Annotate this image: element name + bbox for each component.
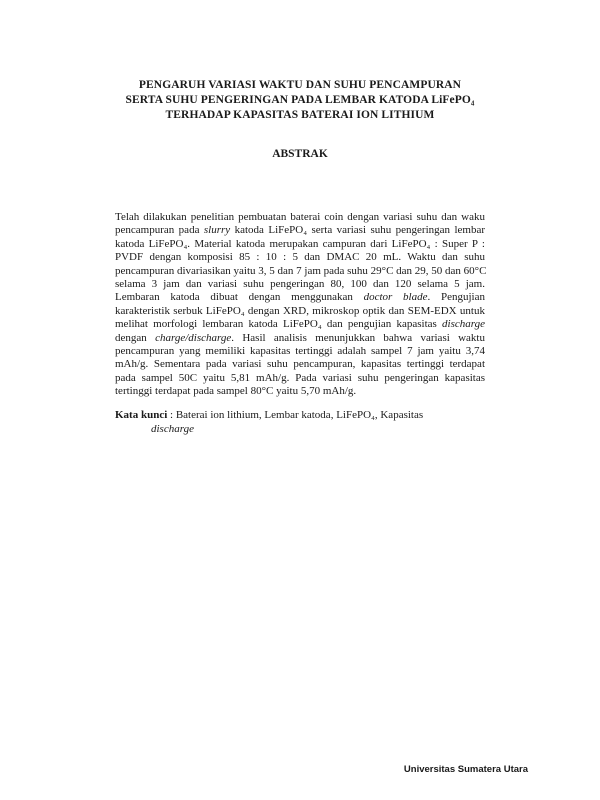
abstract-line [115, 332, 485, 345]
title-line-2: SERTA SUHU PENGERINGAN PADA LEMBAR KATODA LiFePO₄ [125, 94, 475, 106]
abstract-text: katoda LiFePO₄ serta variasi suhu pengeringan lembar [230, 224, 485, 237]
keywords-text: : Baterai ion lithium, Lembar katoda, LiFePO₄, Kapasitas [167, 409, 424, 421]
abstract-line: PVDF dengan komposisi 85 : 10 : 5 dan DMAC 20 mL. Waktu dan suhu [115, 251, 485, 264]
abstract-line: pada sampel 50C yaitu 5,81 mAh/g. Pada variasi suhu pengeringan kapasitas [115, 371, 485, 384]
abstract-line [115, 291, 485, 304]
keywords-label: Kata kunci [115, 409, 168, 421]
abstract-line [115, 224, 485, 237]
title-line-1: PENGARUH VARIASI WAKTU DAN SUHU PENCAMPURAN [138, 79, 462, 91]
abstract-line: selama 3 jam dan variasi suhu pengeringan 80, 100 dan 120 selama 5 jam. [115, 278, 485, 291]
abstract-text: . Hasil analisis menunjukkan bahwa variasi waktu [231, 331, 485, 344]
paper-title [60, 78, 540, 123]
abstract-italic-term: charge/discharge [155, 331, 232, 344]
abstract-line: karakteristik serbuk LiFePO₄ dengan XRD, mikroskop optik dan SEM-EDX untuk [115, 304, 485, 317]
abstract-text: Lembaran katoda dibuat dengan menggunakan [115, 291, 364, 304]
title-line-3: TERHADAP KAPASITAS BATERAI ION LITHIUM [165, 109, 435, 121]
keywords-continuation: discharge [151, 423, 194, 435]
abstract-italic-term: doctor blade [363, 291, 428, 304]
keywords [115, 408, 485, 436]
abstract-line: pencampuran divariasikan yaitu 3, 5 dan 7 jam pada suhu 29°C dan 29, 50 dan 60°C [115, 264, 487, 277]
abstract-text: melihat morfologi lembaran katoda LiFePO₄ dan pengujian kapasitas [115, 318, 443, 331]
abstract-heading: ABSTRAK [272, 148, 328, 160]
abstract-text: pencampuran pada [115, 224, 204, 237]
abstract-body [115, 211, 485, 399]
abstract-line: katoda LiFePO₄. Material katoda merupakan campuran dari LiFePO₄ : Super P : [115, 237, 485, 250]
abstract-italic-term: discharge [442, 318, 485, 331]
abstract-text: . Pengujian [427, 291, 485, 304]
footer-university: Universitas Sumatera Utara [403, 764, 528, 775]
abstract-line: tertinggi terdapat pada sampel 80°C yaitu 5,70 mAh/g. [115, 385, 357, 398]
abstract-text: dengan [115, 331, 156, 344]
abstract-line: Telah dilakukan penelitian pembuatan baterai coin dengan variasi suhu dan waku [115, 211, 485, 223]
abstract-line [115, 318, 485, 331]
abstract-line: mAh/g. Sementara pada variasi suhu pencampuran, kapasitas tertinggi terdapat [115, 358, 485, 371]
abstract-italic-term: slurry [203, 224, 231, 237]
abstract-line: pencampuran yang memiliki kapasitas tertinggi adalah sampel 7 jam yaitu 3,74 [115, 345, 485, 358]
